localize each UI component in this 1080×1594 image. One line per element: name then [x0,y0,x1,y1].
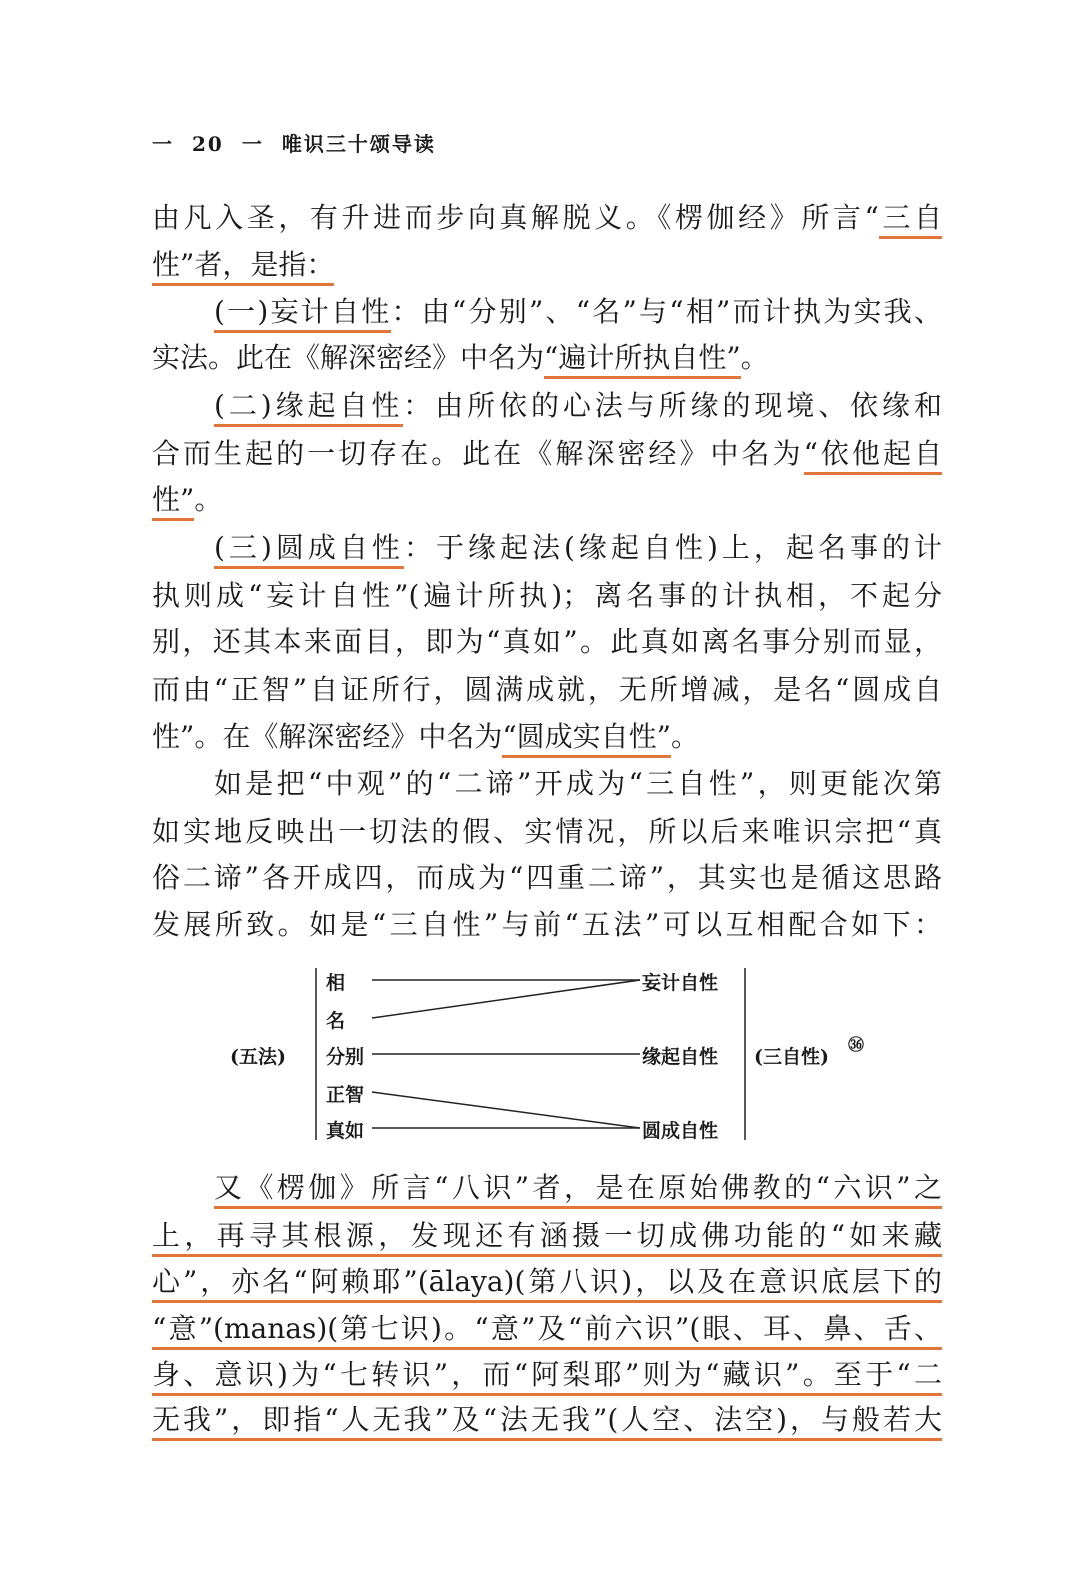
text-segment: ：由所依的心法与所缘的现境、依缘和 [403,389,942,422]
text-line [152,670,942,710]
text-segment: 别，还其本来面目，即为“真如”。此真如离名事分别而显， [152,625,942,658]
text-line [152,858,942,898]
text-segment: 。 [670,720,699,753]
text-line [152,198,942,238]
text-line [214,764,942,804]
left-item: 相 [326,972,346,994]
page-number: 20 [192,132,224,156]
highlighted-text: “圆成实自性” [502,720,671,758]
header-dash: 一 [241,132,264,156]
left-item: 真如 [326,1120,365,1142]
text-line [152,576,942,616]
text-line [214,1168,942,1208]
footnote-marker: ㊱ [848,1035,865,1054]
text-line [152,338,942,378]
text-line [152,717,942,757]
text-line [152,245,942,285]
highlighted-text: 身、意识)为“七转识”，而“阿梨耶”则为“藏识”。至于“二 [152,1358,942,1396]
text-segment: 。 [740,341,769,374]
five-dharmas-three-natures-diagram [0,960,1080,1150]
highlighted-text: 又《楞伽》所言“八识”者，是在原始佛教的“六识”之 [214,1171,942,1209]
text-segment: 性”。在《解深密经》中名为 [152,720,503,753]
highlighted-text: (一)妄计自性 [214,295,391,333]
text-line [214,528,942,568]
text-line [152,1216,942,1256]
left-item: 名 [326,1010,346,1032]
highlighted-text: “遍计所执自性” [544,341,741,379]
highlighted-text: (二)缘起自性 [214,389,403,427]
text-line [152,1400,942,1440]
text-line [152,812,942,852]
header-dash: 一 [152,132,174,156]
text-segment: 如实地反映出一切法的假、实情况，所以后来唯识宗把“真 [152,815,942,848]
text-line [152,905,942,945]
highlighted-text: “意”(manas)(第七识)。“意”及“前六识”(眼、耳、鼻、舌、 [152,1312,942,1350]
text-line [152,1355,942,1395]
highlighted-text: “依他起自 [804,437,942,475]
book-title: 唯识三十颂导读 [281,132,436,156]
running-header [152,128,454,157]
text-line [214,292,942,332]
highlighted-text: 上，再寻其根源，发现还有涵摄一切成佛功能的“如来藏 [152,1219,942,1257]
text-segment: 如是把“中观”的“二谛”开成为“三自性”，则更能次第 [214,767,942,800]
left-item: 正智 [326,1084,365,1106]
highlighted-text: 无我”，即指“人无我”及“法无我”(人空、法空)，与般若大 [152,1403,942,1441]
text-segment: 由凡入圣，有升进而步向真解脱义。《楞伽经》所言“ [152,201,879,234]
text-segment: ：于缘起法(缘起自性)上，起名事的计 [403,531,942,564]
right-item: 妄计自性 [642,972,719,994]
text-line [152,480,942,520]
connector-line [372,1092,640,1128]
text-segment: 执则成“妄计自性”(遍计所执)；离名事的计执相，不起分 [152,579,942,612]
diagram-lines [0,960,1080,1150]
text-segment: 。 [194,483,223,516]
text-segment: 而由“正智”自证所行，圆满成就，无所增减，是名“圆成自 [152,673,942,706]
text-segment: 实法。此在《解深密经》中名为 [152,341,545,374]
text-line [152,434,942,474]
highlighted-text: 心”，亦名“阿赖耶”(ālaya)(第八识)，以及在意识底层下的 [152,1265,942,1303]
connector-line [372,980,640,1018]
text-segment: 合而生起的一切存在。此在《解深密经》中名为 [152,437,804,470]
text-line [152,1262,942,1302]
highlighted-text: 性”者，是指： [152,248,334,286]
text-segment: ：由“分别”、“名”与“相”而计执为实我、 [391,295,942,328]
highlighted-text: (三)圆成自性 [214,531,404,569]
text-segment: 俗二谛”各开成四，而成为“四重二谛”，其实也是循这思路 [152,861,942,894]
right-item: 圆成自性 [642,1120,719,1142]
five-dharmas-label: (五法) [230,1046,286,1068]
right-item: 缘起自性 [642,1046,719,1068]
text-line [152,1309,942,1349]
highlighted-text: 三自 [879,201,942,239]
text-line [214,386,942,426]
three-natures-label: (三自性) [754,1046,829,1068]
left-item: 分别 [326,1046,365,1068]
text-segment: 发展所致。如是“三自性”与前“五法”可以互相配合如下： [152,908,942,941]
text-line [152,622,942,662]
highlighted-text: 性” [152,483,194,521]
